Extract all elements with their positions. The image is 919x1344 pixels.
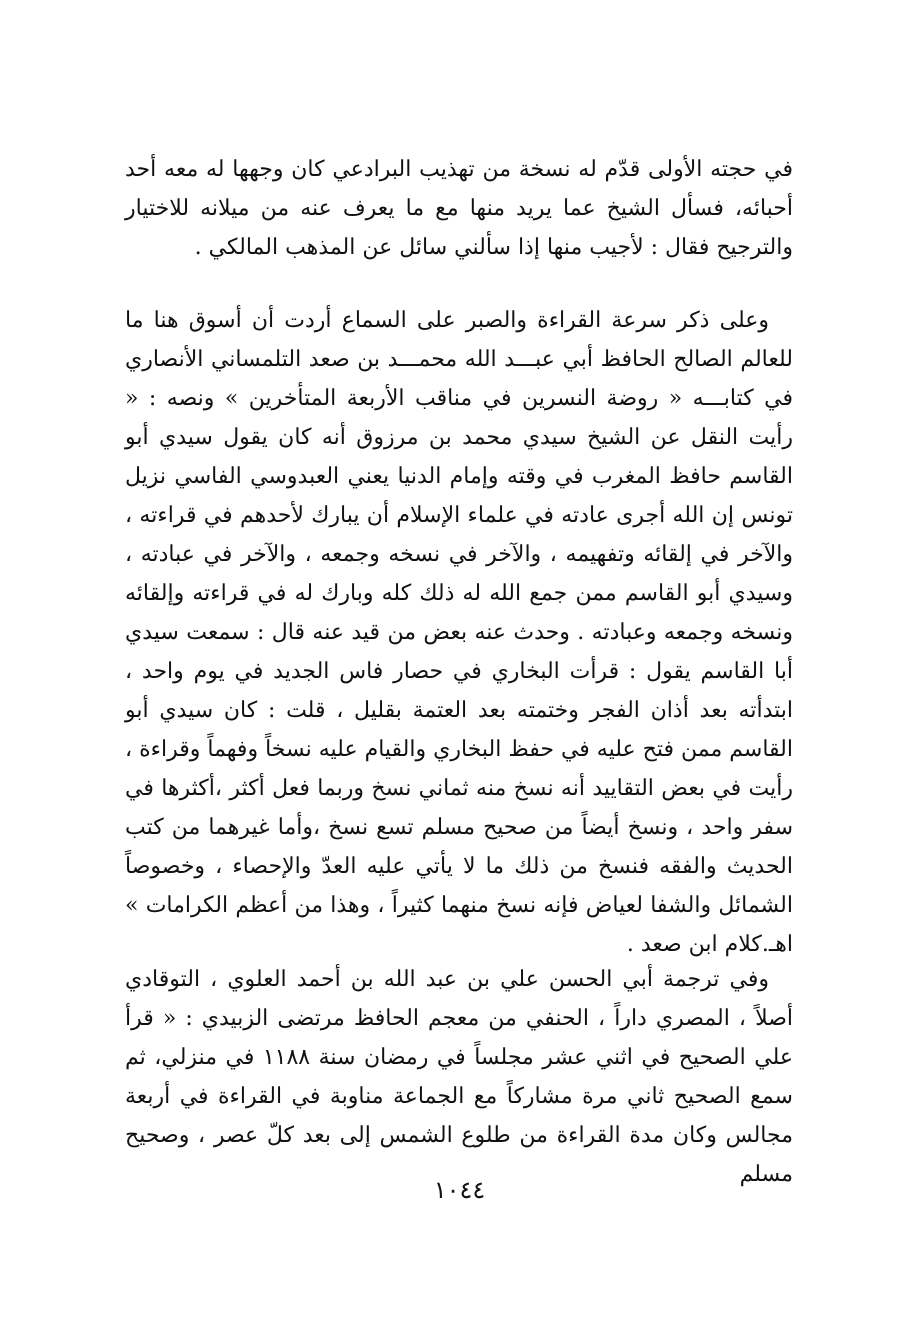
paragraph-2-text: وعلى ذكر سرعة القراءة والصبر على السماع أردت أن أسوق هنا ما للعالم الصالح الحافظ أبي عبـــد الله محمـــد بن صعد التلمساني الأنصاري في كتابـــه « روضة النسرين في مناقب الأربعة المتأخرين » ونصه : « رأيت النقل عن الشيخ سيدي محمد بن مرزوق أنه كان يقول سيدي أبو القاسم حافظ المغرب في وقته وإمام الدنيا يعني العبدوسي الفاسي نزيل تونس إن الله أجرى عادته في علماء الإسلام أن يبارك لأحدهم في قراءته ، والآخر في إلقائه وتفهيمه ، والآخر في نسخه وجمعه ، والآخر في عبادته ، وسيدي أبو القاسم ممن جمع الله له ذلك كله وبارك له في قراءته وإلقائه ونسخه وجمعه وعبادته . وحدث عنه بعض من قيد عنه قال : سمعت سيدي أبا القاسم يقول : قرأت البخاري في حصار فاس الجديد في يوم واحد ، ابتدأته بعد أذان الفجر وختمته بعد العتمة بقليل ، قلت : كان سيدي أبو القاسم ممن فتح عليه في حفظ البخاري والقيام عليه نسخاً وفهماً وقراءة ، رأيت في بعض التقاييد أنه نسخ منه ثماني نسخ وربما فعل أكثر ،أكثرها في سفر واحد ، ونسخ أيضاً من صحيح مسلم تسع نسخ ،وأما غيرهما من كتب الحديث والفقه فنسخ من ذلك ما لا يأتي عليه العدّ والإحصاء ، وخصوصاً الشمائل والشفا لعياض فإنه نسخ منهما كثيراً ، وهذا من أعظم الكرامات » اهـ.كلام ابن صعد .	[125, 308, 793, 957]
paragraph-1-text: في حجته الأولى قدّم له نسخة من تهذيب البرادعي كان وجهها له معه أحد أحبائه، فسأل الشيخ عما يريد منها مع ما يعرف عنه من ميلانه للاختيار والترجيح فقال : لأجيب منها إذا سألني سائل عن المذهب المالكي .	[125, 157, 793, 260]
paragraph-1	[125, 150, 793, 267]
paragraph-3	[125, 960, 793, 1194]
paragraph-2	[125, 301, 793, 964]
page-number: ١٠٤٤	[433, 1176, 486, 1204]
paragraph-3-text: وفي ترجمة أبي الحسن علي بن عبد الله بن أحمد العلوي ، التوقادي أصلاً ، المصري داراً ، الحنفي من معجم الحافظ مرتضى الزبيدي : « قرأ علي الصحيح في اثني عشر مجلساً في رمضان سنة ١١٨٨ في منزلي، ثم سمع الصحيح ثاني مرة مشاركاً مع الجماعة مناوبة في القراءة في أربعة مجالس وكان مدة القراءة من طلوع الشمس إلى بعد كلّ عصر ، وصحيح مسلم	[125, 967, 793, 1187]
